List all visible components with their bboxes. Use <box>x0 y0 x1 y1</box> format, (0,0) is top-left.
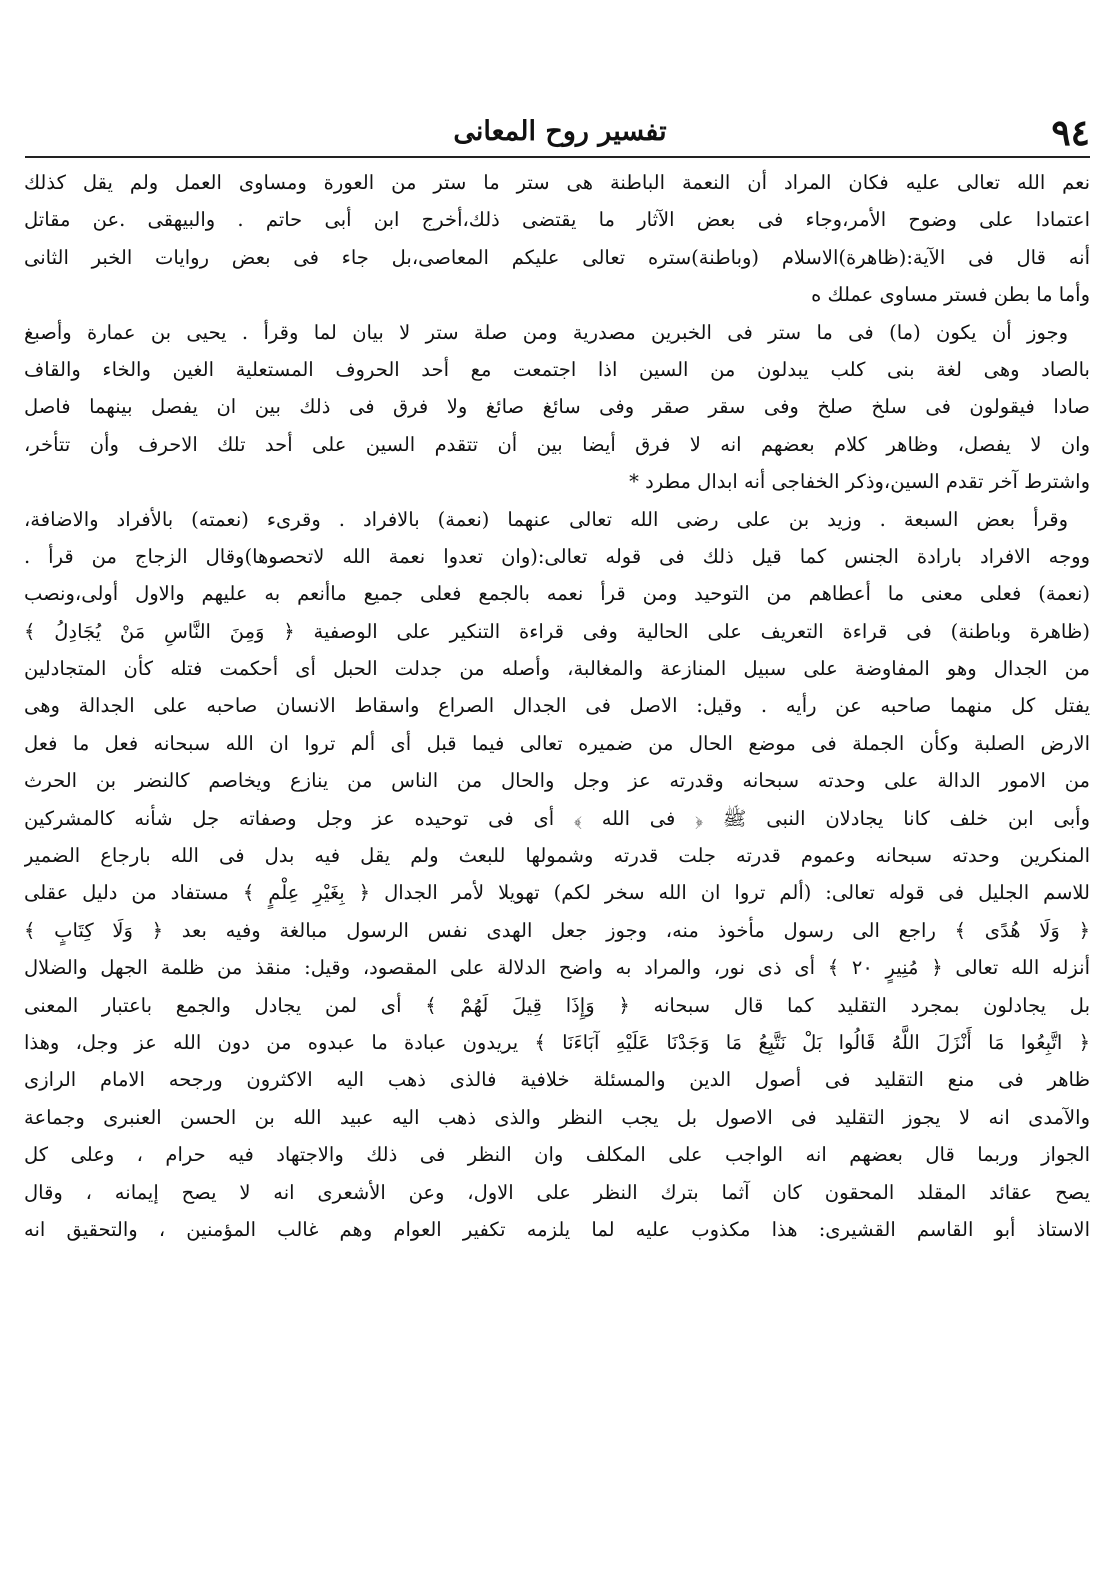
text-line: الاستاذ أبو القاسم القشيرى: هذا مكذوب عليه لما يلزمه تكفير العوام وهم غالب المؤمنين ، والتحقيق انه <box>24 1217 1090 1241</box>
text-line: من الجدال وهو المفاوضة على سبيل المنازعة والمغالبة، وأصله من جدلت الحبل أى أحكمت فتله كأن المتجادلين <box>24 657 1090 681</box>
page-header <box>30 112 1090 158</box>
text-line: أنه قال فى الآية:(ظاهرة)الاسلام (وباطنة)ستره تعالى عليكم المعاصى،بل جاء فى بعض روايات الخبر الثانى <box>24 245 1090 269</box>
text-line: ﴿ وَلَا هُدًى ﴾ راجع الى رسول مأخوذ منه، وجوز جعل الهدى نفس الرسول مبالغة وفيه بعد ﴿ وَلَا كِتَابٍ ﴾ <box>24 918 1090 942</box>
text-line: نعم الله تعالى عليه فكان المراد أن النعمة الباطنة هى ستر ما ستر من العورة ومساوى العمل ولم يقل كذلك <box>24 171 1090 194</box>
text-line: والآمدى انه لا يجوز التقليد فى الاصول بل يجب النظر والذى ذهب اليه عبيد الله بن الحسن العنبرى وجماعة <box>24 1105 1090 1129</box>
text-line: بالصاد وهى لغة بنى كلب يبدلون من السين اذا اجتمعت مع أحد الحروف المستعلية الغين والخاء والقاف <box>24 357 1090 381</box>
text-line: واشترط آخر تقدم السين،وذكر الخفاجى أنه ابدال مطرد * <box>629 470 1090 494</box>
text-line: الجواز وربما قال بعضهم انه الواجب على المكلف وان النظر فى ذلك والاجتهاد فيه حرام ، وعلى كل <box>24 1143 1090 1167</box>
text-line: ﴿ اتَّبِعُوا مَا أَنْزَلَ اللَّهُ قَالُوا بَلْ نَتَّبِعُ مَا وَجَدْنَا عَلَيْهِ آبَاءَنَا ﴾ يريدون عبادة ما عبدوه من دون الله عز وجل، وهذا <box>24 1030 1090 1054</box>
text-line: يصح عقائد المقلد المحقون كان آثما بترك النظر على الاول، وعن الأشعرى انه لا يصح إيمانه ، وقال <box>24 1180 1090 1204</box>
text-line: وان لا يفصل، وظاهر كلام بعضهم انه لا فرق أيضا بين أن تتقدم السين على أحد تلك الاحرف وأن تتأخر، <box>24 432 1090 456</box>
body-text <box>24 164 1090 1248</box>
text-line: وجوز أن يكون (ما) فى ما ستر فى الخبرين مصدرية ومن صلة ستر لا بيان لما وقرأ . يحيى بن عمارة وأصبغ <box>24 320 1068 344</box>
text-line: من الامور الدالة على وحدته سبحانه وقدرته عز وجل والحال من الناس من ينازع ويخاصم كالنضر بن الحرث <box>24 769 1090 793</box>
header-divider <box>25 156 1090 158</box>
text-line: بل يجادلون بمجرد التقليد كما قال سبحانه ﴿ وَإِذَا قِيلَ لَهُمْ ﴾ أى لمن يجادل والجمع باعتبار المعنى <box>24 993 1090 1017</box>
running-title: تفسير روح المعانى <box>453 116 667 147</box>
text-line: اعتمادا على وضوح الأمر،وجاء فى بعض الآثار ما يقتضى ذلك،أخرج ابن أبى حاتم . والبيهقى .عن مقاتل <box>24 208 1090 232</box>
text-line: وأبى ابن خلف كانا يجادلان النبى ﷺ ﴿ فى الله ﴾ أى فى توحيده عز وجل وصفاته جل شأنه كالمشركين <box>24 806 1090 830</box>
text-line: المنكرين وحدته سبحانه وعموم قدرته جلت قدرته وشمولها للبعث ولم يقل فيه بدل فى الله بارجاع الضمير <box>24 844 1090 868</box>
text-line: للاسم الجليل فى قوله تعالى: (ألم تروا ان الله سخر لكم) تهويلا لأمر الجدال ﴿ بِغَيْرِ عِلْمٍ ﴾ مستفاد من دليل عقلى <box>24 881 1090 905</box>
text-line: ووجه الافراد بارادة الجنس كما قيل ذلك فى قوله تعالى:(وان تعدوا نعمة الله لاتحصوها)وقال الزجاج من قرأ . <box>24 544 1090 568</box>
text-line: يفتل كل منهما صاحبه عن رأيه . وقيل: الاصل فى الجدال الصراع واسقاط الانسان صاحبه على الجدالة وهى <box>24 694 1090 718</box>
text-line: (ظاهرة وباطنة) فى قراءة التعريف على الحالية وفى قراءة التنكير على الوصفية ﴿ وَمِنَ النَّاسِ مَنْ يُجَادِلُ ﴾ <box>24 619 1090 643</box>
text-line: ظاهر فى منع التقليد فى أصول الدين والمسئلة خلافية فالذى ذهب اليه الاكثرون ورجحه الامام الرازى <box>24 1068 1090 1092</box>
text-line: وقرأ بعض السبعة . وزيد بن على رضى الله تعالى عنهما (نعمة) بالافراد . وقرىء (نعمته) بالأفراد والاضافة، <box>24 507 1068 531</box>
text-line: (نعمة) فعلى معنى ما أعطاهم من التوحيد ومن قرأ نعمه بالجمع فعلى جميع ماأنعم به عليهم والاول أولى،ونصب <box>24 582 1090 606</box>
text-line: أنزله الله تعالى ﴿ مُنِيرٍ ٢٠ ﴾ أى ذى نور، والمراد به واضح الدلالة على المقصود، وقيل: منقذ من ظلمة الجهل والضلال <box>24 956 1090 980</box>
text-line: الارض الصلبة وكأن الجملة فى موضع الحال من ضميره تعالى فيما قبل أى ألم تروا ان الله سبحانه فعل ما فعل <box>24 731 1090 755</box>
text-line: صادا فيقولون فى سلخ صلخ وفى سقر صقر وفى سائغ صائغ ولا فرق فى ذلك بين ان يفصل بينهما فاصل <box>24 395 1090 419</box>
text-line: وأما ما بطن فستر مساوى عملك ه <box>811 283 1090 307</box>
page-number: ٩٤ <box>1051 112 1090 154</box>
